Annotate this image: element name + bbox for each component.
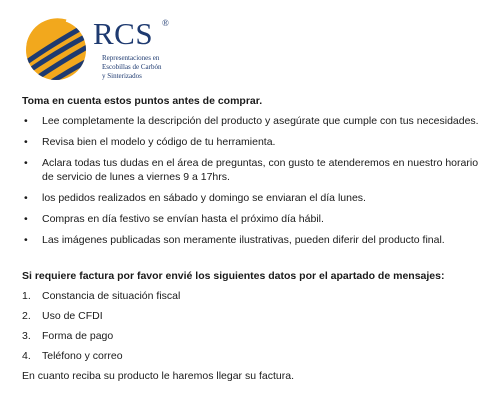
logo-tagline [102, 54, 162, 81]
list-item [22, 329, 484, 349]
logo-tagline-line: y Sinterizados [102, 72, 142, 80]
section-heading-purchase: Toma en cuenta estos puntos antes de comprar. [22, 95, 263, 107]
closing-note: En cuanto reciba su producto le haremos llegar su factura. [22, 370, 294, 382]
rcs-globe-icon [22, 14, 94, 86]
purchase-tips-list [22, 114, 484, 247]
list-number: 2. [22, 310, 31, 322]
purchase-notes [22, 94, 484, 383]
list-item [22, 289, 484, 309]
list-item: • Compras en día festivo se envían hasta el próximo día hábil. [22, 212, 484, 226]
list-number: 4. [22, 350, 31, 362]
invoice-requirements-list [22, 289, 484, 369]
list-text: Constancia de situación fiscal [42, 290, 181, 302]
list-item: • Revisa bien el modelo y código de tu herramienta. [22, 135, 484, 149]
list-item [22, 309, 484, 329]
list-item: • Aclara todas tus dudas en el área de preguntas, con gusto te atenderemos en nuestro horario de servicio de lunes a viernes 9 a 17hrs. [22, 156, 484, 184]
list-text: Uso de CFDI [42, 310, 103, 322]
section-heading-invoice: Si requiere factura por favor envié los siguientes datos por el apartado de mensajes: [22, 270, 445, 282]
list-item: • Lee completamente la descripción del producto y asegúrate que cumple con tus necesidades. [22, 114, 484, 128]
section-gap [22, 254, 484, 269]
list-number: 3. [22, 330, 31, 342]
list-item [22, 349, 484, 369]
logo-tagline-line: Representaciones en [102, 54, 160, 62]
rcs-logo [22, 14, 182, 86]
logo-registered-mark: ® [162, 18, 169, 28]
list-text: Teléfono y correo [42, 350, 123, 362]
list-number: 1. [22, 290, 31, 302]
list-item: • los pedidos realizados en sábado y domingo se enviaran el día lunes. [22, 191, 484, 205]
list-item: • Las imágenes publicadas son meramente ilustrativas, pueden diferir del producto final. [22, 233, 484, 247]
list-text: Forma de pago [42, 330, 114, 342]
logo-tagline-line: Escobillas de Carbón [102, 63, 162, 71]
logo-brand: RCS [93, 16, 154, 51]
